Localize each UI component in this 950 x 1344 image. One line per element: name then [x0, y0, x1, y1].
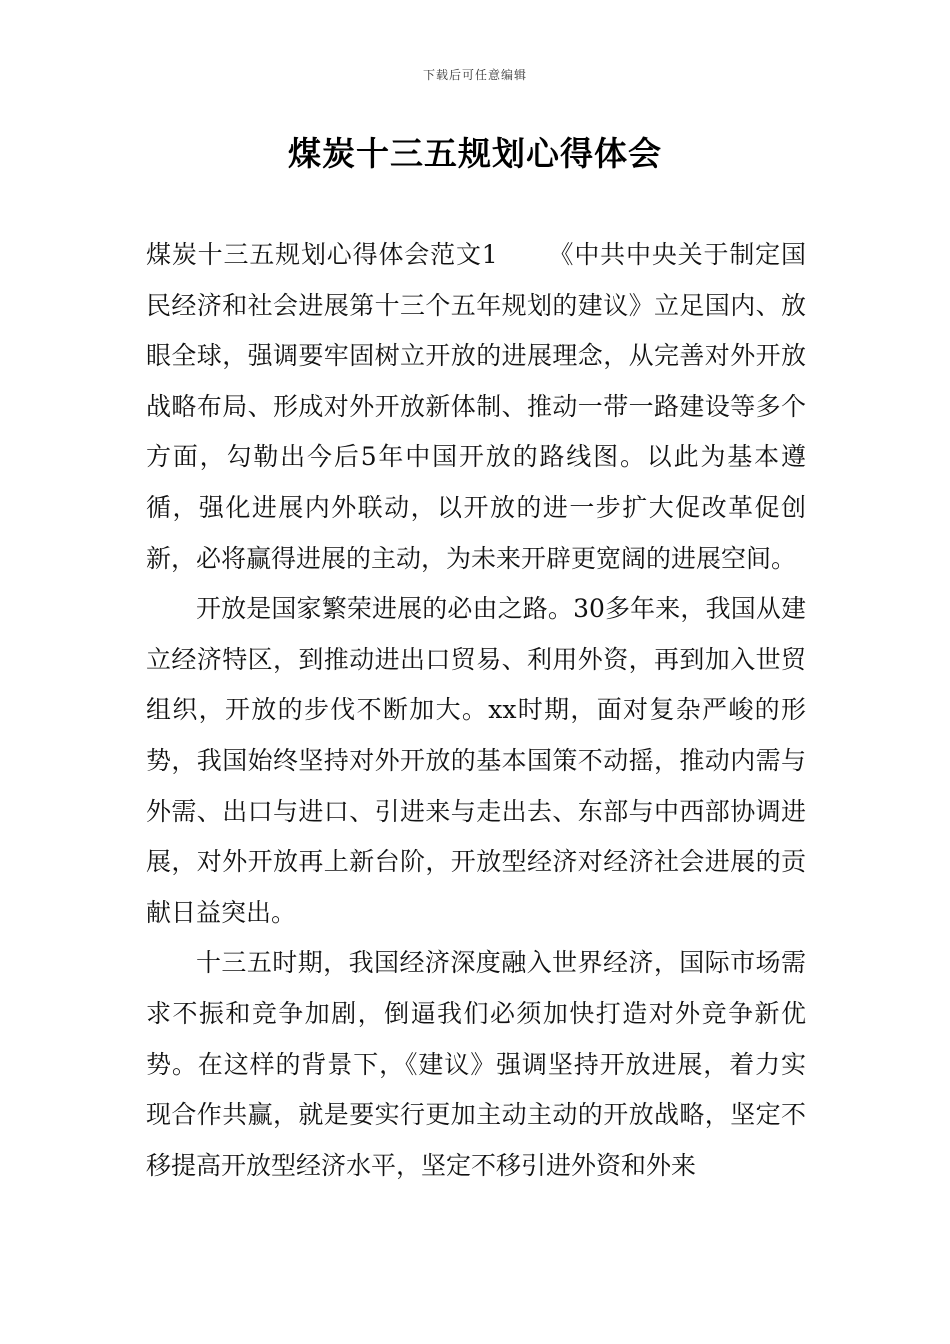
- document-body: [146, 230, 806, 1191]
- paragraph-1-lead: 煤炭十三五规划心得体会范文1: [146, 240, 498, 269]
- paragraph-2: 开放是国家繁荣进展的必由之路。30多年来，我国从建立经济特区，到推动进出口贸易、利用外资，再到加入世贸组织，开放的步伐不断加大。xx时期，面对复杂严峻的形势，我国始终坚持对外开放的基本国策不动摇，推动内需与外需、出口与进口、引进来与走出去、东部与中西部协调进展，对外开放再上新台阶，开放型经济对经济社会进展的贡献日益突出。: [146, 594, 806, 927]
- header-note: 下载后可任意编辑: [422, 68, 527, 82]
- paragraph-3: 十三五时期，我国经济深度融入世界经济，国际市场需求不振和竞争加剧，倒逼我们必须加快打造对外竞争新优势。在这样的背景下，《建议》强调坚持开放进展，着力实现合作共赢，就是要实行更加主动主动的开放战略，坚定不移提高开放型经济水平，坚定不移引进外资和外来: [146, 948, 806, 1180]
- paragraph-1: [146, 230, 806, 584]
- paragraph-1-text: 《中共中央关于制定国民经济和社会进展第十三个五年规划的建议》立足国内、放眼全球，强调要牢固树立开放的进展理念，从完善对外开放战略布局、形成对外开放新体制、推动一带一路建设等多个方面，勾勒出今后5年中国开放的路线图。以此为基本遵循，强化进展内外联动，以开放的进一步扩大促改革促创新，必将赢得进展的主动，为未来开辟更宽阔的进展空间。: [146, 240, 806, 573]
- page-title: 煤炭十三五规划心得体会: [288, 134, 662, 173]
